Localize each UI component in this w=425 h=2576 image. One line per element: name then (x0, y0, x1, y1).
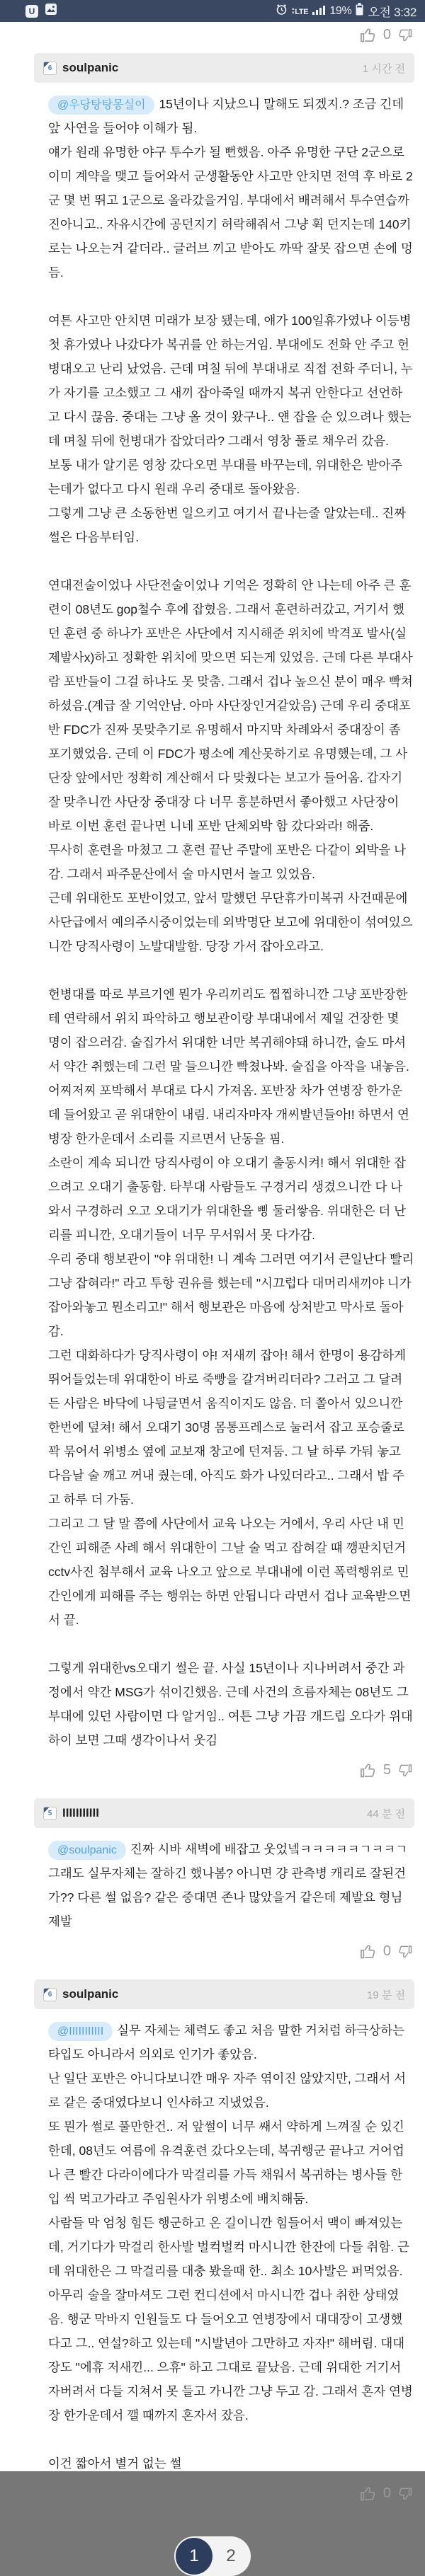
comment-first-paragraph (48, 92, 414, 140)
comment-paragraph (48, 2427, 414, 2451)
status-bar (0, 0, 425, 22)
comment-timestamp: 19 분 전 (367, 1989, 405, 2001)
page-button-1[interactable]: 1 (176, 2538, 212, 2575)
comment-paragraph: 근데 위대한도 포반이었고, 앞서 말했던 무단휴가미복귀 사건때문에 사단급에서 예의주시중이었는데 외박명단 보고에 위대한이 섞여있으니깐 당직사령이 노발대발함. 당장 가서 잡아오라고. (48, 891, 413, 953)
mention-chip[interactable]: @IIIIIIIIIII (48, 2022, 113, 2041)
comment-author[interactable]: soulpanic (62, 1987, 119, 2001)
level-badge-icon: 5 (43, 1807, 57, 1820)
data-arrows-icon: ▴ ▾ (292, 6, 295, 16)
comment-paragraph (48, 549, 414, 573)
comment-paragraph: 또 뭔가 썰로 풀만한건.. 저 앞썰이 너무 쌔서 약하게 느껴질 순 있긴한데, 08년도 여름에 유격훈련 갔다오는데, 복귀행군 끝나고 거어업나 큰 빨간 다라이에다가 막걸리를 가득 채워서 복귀하는 병사들 한입 씩 먹고가라고 주임원사가 위병소에 배치해둠. (48, 2120, 404, 2206)
comment-paragraph: 여튼 사고만 안치면 미래가 보장 됐는데, 얘가 100일휴가였나 이등병 첫 휴가였나 나갔다가 복귀를 안 하는거임. 부대에도 전화 안 주고 헌병대오고 난리 났었음. 근데 며칠 뒤에 부대내로 직접 전화 주더니, 누가 자기를 고소했고 그 새끼 잡아죽일 때까지 복귀 안한다고 선언하고 다시 끊음. 중대는 그냥 올 것이 왔구나.. 얜 잡을 순 있으려나 했는데 며칠 뒤에 헌병대가 잡았더라? 그래서 영창 풀로 채우러 갔음. (48, 314, 413, 448)
clock-time: 오전 3:32 (368, 6, 416, 19)
comment-paragraph: 그렇게 위대한vs오대기 썰은 끝. 사실 15년이나 지나버려서 중간 과정에서 약간 MSG가 섞이긴했음. 근데 사건의 흐름자체는 08년도 그 부대에 있던 사람이면 다 알거임.. 여튼 그냥 가끔 개드립 오다가 위대하이 보면 그때 생각이나서 웃김 (48, 1661, 413, 1747)
thumbs-down-button[interactable] (397, 2485, 414, 2502)
comment-paragraph: 헌병대를 따로 부르기엔 뭔가 우리끼리도 찝찝하니깐 그냥 포반장한테 연락해서 위치 파악하고 행보관이랑 부대내에서 제일 건장한 몇 명이 잡으러감. 술집가서 위대한 너만 복귀해야돼 하니깐, 술도 마셔서 약간 취했는데 그런 말 들으니깐 빡쳤나봐. 술집을 아작을 내놓음. 어찌저찌 포박해서 부대로 다시 가져옴. 포반장 차가 연병장 한가운데 들어왔고 곧 위대한이 내림. 내리자마자 개씨발년들아!! 하면서 연병장 한가운데서 소리를 지르면서 난동을 핌. (48, 987, 409, 1146)
level-badge-icon: 6 (43, 1988, 57, 2001)
status-indicators (276, 2, 416, 20)
comment-paragraph: 보통 내가 알기론 영창 갔다오면 부대를 바꾸는데, 위대한은 받아주는데가 없다고 다시 원래 우리 중대로 돌아왔음. (48, 458, 403, 496)
comment-text: 15년이나 지났으니 말해도 되겠지.? 조금 긴데 앞 사연을 들어야 이해가 됨. (48, 97, 404, 135)
comment-text: 실무 자체는 체력도 좋고 처음 말한 거처럼 하극상하는 타입도 아니라서 의외로 인기가 좋았음. (48, 2023, 405, 2062)
comment-paragraph (48, 284, 414, 309)
mention-chip[interactable]: @우당탕탕몽실이 (48, 96, 154, 115)
like-count: 0 (382, 2485, 391, 2501)
battery-icon (356, 3, 363, 19)
comment-paragraphs (48, 140, 414, 1752)
pagination-pill (174, 2536, 251, 2576)
thumbs-up-button[interactable] (358, 1942, 378, 1961)
comment-first-paragraph (48, 2018, 414, 2066)
comment-paragraph: 그런 대화하다가 당직사령이 야! 저새끼 잡아! 해서 한명이 용감하게 뛰어들었는데 위대한이 바로 죽빵을 갈겨버리더라? 그러고 그 달려든 사람은 바닥에 나뒹글면서 움직이지도 않음. 더 쫄아서 있으니깐 한번에 덮쳐! 해서 오대기 30명 몸통프레스로 눌러서 잡고 포승줄로 꽉 묶어서 위병소 옆에 교보재 창고에 던져둠. 그 날 하루 가둬 놓고 다음날 술 깨고 꺼내 줬는데, 아직도 화가 나있더라고.. 그래서 밥 주고 하루 더 가둠. (48, 1348, 407, 1507)
level-badge-icon: 6 (43, 62, 57, 75)
comment-paragraph: 난 일단 포반은 아니다보니깐 매우 자주 엮이진 않았지만, 그래서 서로 같은 중대였다보니 인사하고 지냈었음. (48, 2071, 407, 2110)
comment-paragraph (48, 1632, 414, 1656)
pagination (0, 2536, 425, 2576)
comment-body (34, 1837, 414, 1933)
thumbs-down-button[interactable] (397, 1762, 414, 1779)
alarm-icon (276, 4, 288, 19)
comment-header (34, 1979, 414, 2009)
comment-paragraph: 그리고 그 달 말 쯤에 사단에서 교육 나오는 거에서, 우리 사단 내 민간인 피해준 사례 해서 위대한이 그날 술 먹고 잡혀갈 떄 깽판치던거 cctv사진 첨부해서 교육 나오고 앞으로 부대내에 이런 폭력행위로 민간인에게 피해를 주는 행위는 하면 안됩니다 라면서 겁나 교육받으면서 끝. (48, 1517, 412, 1627)
battery-percent: 19% (329, 4, 352, 17)
thumbs-down-button[interactable] (397, 27, 414, 44)
comment-text: 진짜 시바 새벽에 배잡고 웃었넼ㅋㅋㅋㅋㅋㄱㅋㅋㄱ그래도 실무자체는 잘하긴 했나봄? 아니면 걍 관측병 캐리로 잘된건가?? 다른 썰 없음? 같은 중대면 존나 많았을거 같은데 제발요 형님 제발 (48, 1842, 408, 1928)
comment-timestamp: 1 시간 전 (362, 62, 405, 75)
notification-icons (26, 3, 57, 19)
comment-item (34, 53, 414, 1798)
comment-paragraphs (48, 2066, 414, 2476)
comment-header (34, 53, 414, 83)
comment-body (34, 2018, 414, 2476)
comment-paragraph: 이건 짧아서 별거 없는 썰 (48, 2456, 182, 2471)
thumbs-up-button[interactable] (358, 25, 378, 45)
mention-chip[interactable]: @soulpanic (48, 1841, 126, 1860)
like-count: 0 (382, 27, 391, 42)
comment-like-row (34, 1942, 414, 1961)
comment-paragraph: 얘가 원래 유명한 야구 투수가 될 뻔했음. 아주 유명한 구단 2군으로 이미 계약을 맺고 들어와서 군생활동안 사고만 안치면 전역 후 바로 2군 몇 번 뛰고 1군으로 올라갔을거임. 부대에서 배려해서 투수연습까진아니고.. 자유시간에 공던지기 허락해줘서 그냥 휙 던지는데 140키로는 나오는거 같더라.. 글러브 끼고 받아도 까딱 잘못 잡으면 손에 멍 듬. (48, 145, 413, 280)
comment-paragraph (48, 958, 414, 982)
comment-paragraph: 연대전술이었나 사단전술이었나 기억은 정확히 안 나는데 아주 큰 훈련이 08년도 gop철수 후에 잡혔음. 그래서 훈련하러갔고, 거기서 했던 훈련 중 하나가 포반은 사단에서 지시해준 위치에 박격포 발사(실제발사x)하고 정확한 위치에 맞으면 되는게 있었음. 근데 다른 부대사람 포반들이 그걸 하나도 못 맞춤. 그래서 겁나 높으신 분이 매우 빡쳐하셨음.(계급 잘 기억안남. 아마 사단장인거같았음) 근데 우리 중대포반 FDC가 진짜 못맞추기로 유명해서 마지막 차례와서 중대장이 좀 포기했었음. 근데 이 FDC가 평소에 계산못하기로 유명했는데, 그 사단장 앞에서만 정확히 계산해서 다 맞췄다는 보고가 들어옴. 갑자기 잘 맞추니깐 사단장 중대장 다 너무 흥분하면서 좋아했고 사단장이 바로 이번 훈련 끝나면 니네 포반 단체외박 함 갔다와라! 해줌. (48, 578, 413, 833)
lte-indicator (292, 7, 308, 16)
thumbs-down-button[interactable] (397, 1943, 414, 1960)
comment-author[interactable]: IIIIIIIIIII (62, 1806, 99, 1819)
like-count: 5 (382, 1762, 391, 1778)
thumbs-up-button[interactable] (358, 2484, 378, 2503)
comment-paragraph: 그렇게 그냥 큰 소동한번 일으키고 여기서 끝나는줄 알았는데.. 진짜 썰은 다음부터임. (48, 506, 407, 544)
comment-like-row (34, 1761, 414, 1780)
comment-author[interactable]: soulpanic (62, 61, 119, 74)
comment-paragraph: 우리 중대 행보관이 "야 위대한! 니 계속 그러면 여기서 큰일난다 빨리 그냥 잡혀라!" 라고 투항 권유를 했는데 "시끄럽다 대머리새끼야 니가 잡아와놓고 뭔소리고!" 해서 행보관은 마음에 상처받고 막사로 돌아감. (48, 1252, 414, 1338)
comment-timestamp: 44 분 전 (367, 1807, 405, 1820)
comment-like-row (34, 2484, 414, 2503)
comment-first-paragraph (48, 1837, 414, 1933)
app-notification-icon: U (26, 5, 38, 18)
like-count: 0 (382, 1943, 391, 1959)
network-label: LTE (295, 7, 309, 16)
comment-header (34, 1798, 414, 1828)
comment-item (34, 1798, 414, 1979)
gallery-notification-icon (45, 3, 57, 19)
comment-paragraph: 사람들 막 엄청 힘든 행군하고 온 길이니깐 힘들어서 맥이 빠져있는데, 거기다가 막걸리 한사발 벌컥벌컥 마시니깐 한잔에 다들 취함. 근데 위대한은 그 막걸리를 대충 봤을때 한.. 최소 10사발은 퍼먹었음. 아무리 술을 잘마셔도 그런 컨디션에서 마시니깐 겁나 취한 상태였음. 행군 막바지 인원들도 다 들어오고 연병장에서 대대장이 고생했다고 그.. 연설?하고 있는데 "시발년아 그만하고 자자!" 해버림. 대대장도 "에휴 저새낀... 으휴" 하고 그대로 끝났음. 근데 위대한 거기서 자버려서 다들 지쳐서 못 들고 가니깐 그냥 두고 감. 그래서 혼자 연병장 한가운데서 깰 때까지 혼자서 잤음. (48, 2216, 413, 2422)
comment-paragraph: 무사히 훈련을 마쳤고 그 훈련 끝난 주말에 포반은 다같이 외박을 나감. 그래서 파주문산에서 술 마시면서 놀고 있었음. (48, 843, 407, 881)
thumbs-up-button[interactable] (358, 1761, 378, 1780)
comment-item (34, 1979, 414, 2522)
signal-strength-icon (312, 4, 325, 18)
previous-comment-like-row (0, 25, 425, 45)
page-button-2[interactable]: 2 (226, 2546, 236, 2565)
comment-body (34, 92, 414, 1752)
comment-paragraph: 소란이 계속 되니깐 당직사령이 야 오대기 출동시켜! 해서 위대한 잡으려고 오대기 출동함. 타부대 사람들도 구경거리 생겼으니깐 다 나와서 구경하러 오고 오대기가 위대한을 삥 둘러쌓음. 위대한은 더 난리를 피니깐, 오대기들이 너무 무서워서 못 다가감. (48, 1156, 407, 1242)
